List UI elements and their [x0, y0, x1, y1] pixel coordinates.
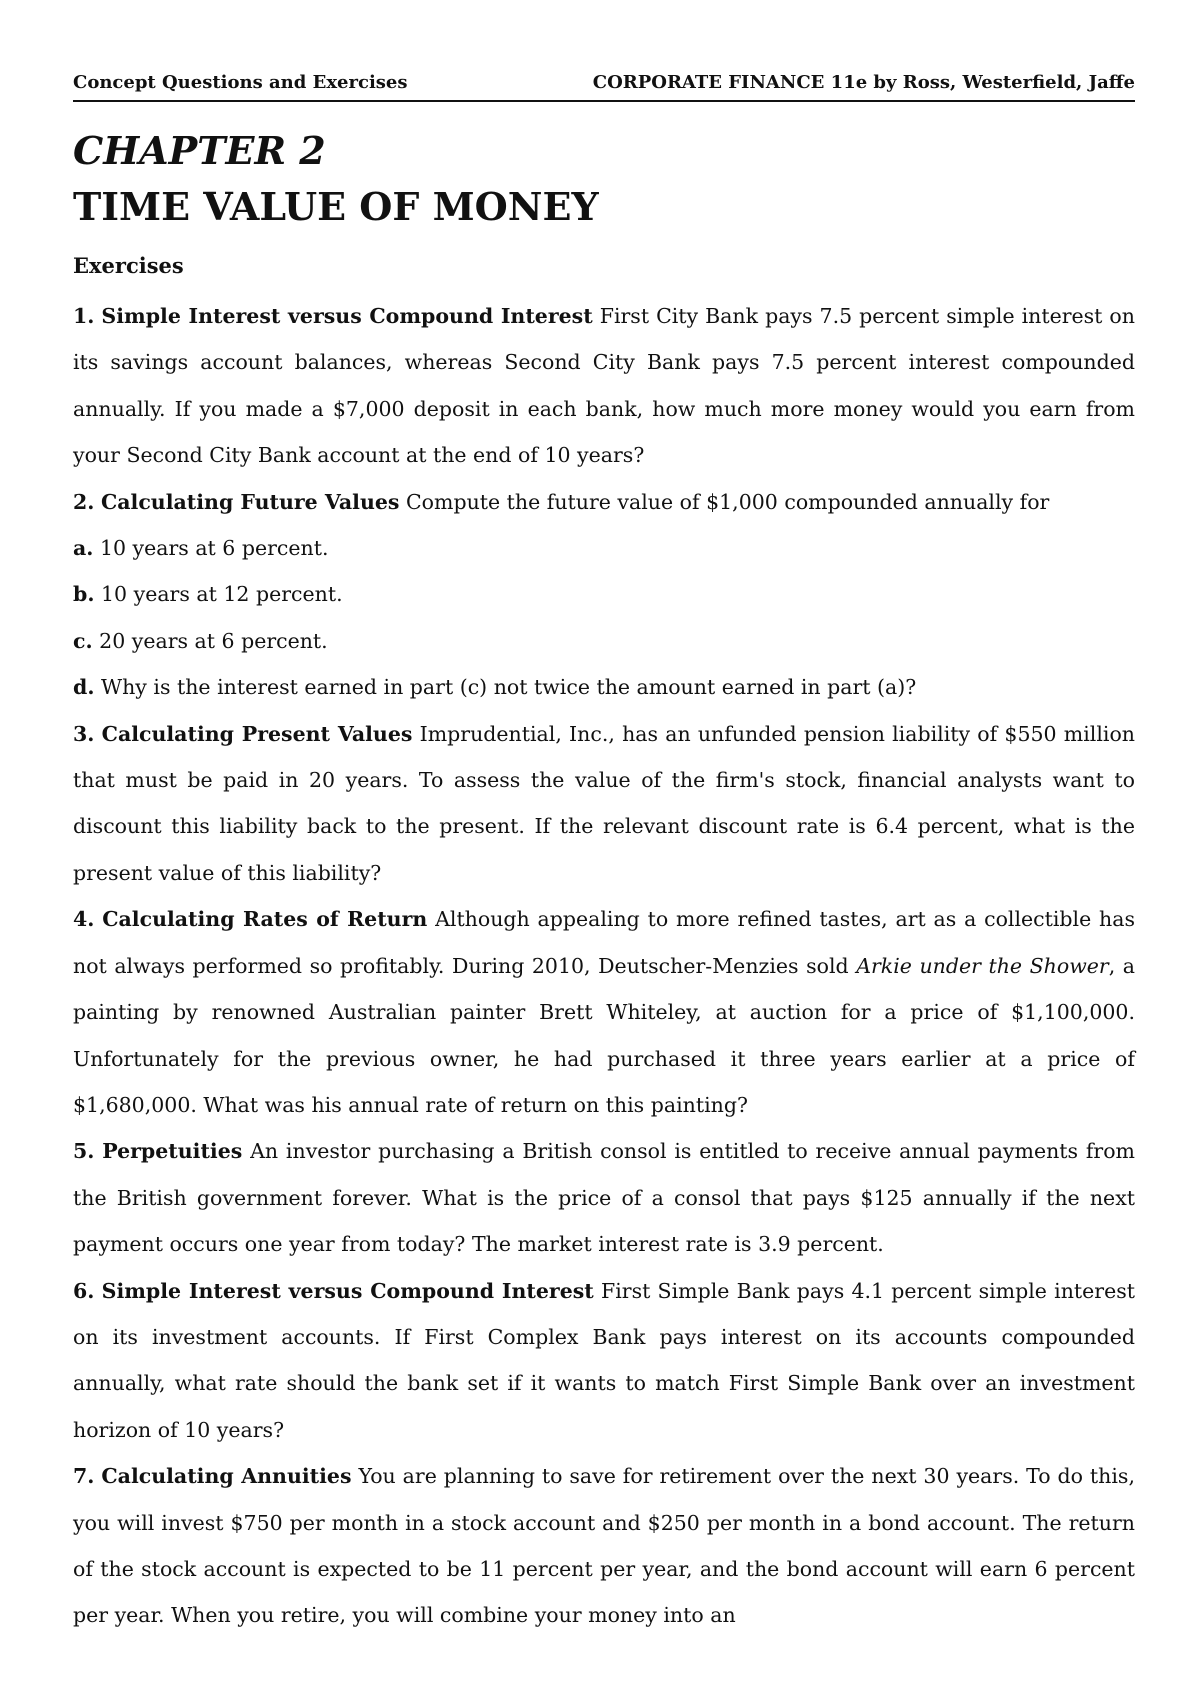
exercise-number: 5. [73, 1139, 95, 1164]
painting-title: Arkie under the Shower [856, 953, 1109, 978]
part-letter: c. [73, 628, 93, 653]
exercise-text: An investor purchasing a British consol is entitled to receive annual payments from the British government forever. What is the price of a consol that pays $125 annually if the next payment occurs one year from today? The market interest rate is 3.9 percent. [73, 1139, 1135, 1257]
exercise-2-part-c [73, 618, 1135, 664]
exercise-2-part-a [73, 525, 1135, 571]
exercise-1 [73, 293, 1135, 479]
part-letter: d. [73, 675, 95, 700]
exercise-2-part-b [73, 571, 1135, 617]
exercise-text: Although appealing to more refined tastes, art as a collectible has not always performed so profitably. During 2010, Deutscher-Menzies sold [73, 907, 1135, 978]
part-text: 10 years at 12 percent. [101, 582, 343, 607]
exercise-text-continued: , a painting by renowned Australian painter Brett Whiteley, at auction for a price of $1,100,000. Unfortunately for the previous owner, he had purchased it three years earlier at a price of $1,680,000. What was his annual rate of return on this painting? [73, 953, 1135, 1117]
exercise-3 [73, 711, 1135, 897]
exercise-number: 3. [73, 721, 95, 746]
header-left: Concept Questions and Exercises [73, 72, 408, 93]
exercise-text: First City Bank pays 7.5 percent simple interest on its savings account balances, whereas Second City Bank pays 7.5 percent interest compounded annually. If you made a $7,000 deposit in each bank, how much more money would you earn from your Second City Bank account at the end of 10 years? [73, 304, 1135, 468]
exercise-2-part-d [73, 664, 1135, 710]
exercise-number: 6. [73, 1278, 95, 1303]
exercise-number: 7. [73, 1464, 95, 1489]
chapter-label: CHAPTER 2 [73, 128, 326, 173]
exercise-number: 1. [73, 304, 95, 328]
exercise-5 [73, 1128, 1135, 1267]
exercise-heading: Perpetuities [102, 1139, 243, 1164]
exercise-heading: Calculating Annuities [101, 1464, 352, 1489]
exercise-heading: Simple Interest versus Compound Interest [101, 304, 593, 328]
exercise-number: 2. [73, 489, 95, 514]
header-right: CORPORATE FINANCE 11e by Ross, Westerfield, Jaffe [592, 72, 1135, 93]
exercise-6 [73, 1268, 1135, 1454]
part-letter: a. [73, 536, 94, 561]
exercise-text: Imprudential, Inc., has an unfunded pension liability of $550 million that must be paid in 20 years. To assess the value of the firm's stock, financial analysts want to discount this liability back to the present. If the relevant discount rate is 6.4 percent, what is the present value of this liability? [73, 721, 1135, 885]
exercise-heading: Calculating Rates of Return [102, 907, 428, 932]
part-letter: b. [73, 582, 95, 607]
running-header [73, 72, 1135, 102]
part-text: 20 years at 6 percent. [99, 628, 328, 653]
exercise-number: 4. [73, 907, 95, 932]
section-heading: Exercises [73, 253, 184, 278]
exercise-text: You are planning to save for retirement over the next 30 years. To do this, you will invest $750 per month in a stock account and $250 per month in a bond account. The return of the stock account is expected to be 11 percent per year, and the bond account will earn 6 percent per year. When you retire, you will combine your money into an [73, 1464, 1135, 1628]
exercise-heading: Calculating Present Values [101, 721, 413, 746]
exercise-list [73, 293, 1135, 1639]
exercise-heading: Calculating Future Values [100, 489, 400, 514]
part-text: 10 years at 6 percent. [99, 536, 329, 561]
exercise-4 [73, 896, 1135, 1128]
part-text: Why is the interest earned in part (c) not twice the amount earned in part (a)? [101, 675, 917, 700]
exercise-2 [73, 479, 1135, 525]
exercise-text: First Simple Bank pays 4.1 percent simple interest on its investment accounts. If First Complex Bank pays interest on its accounts compounded annually, what rate should the bank set if it wants to match First Simple Bank over an investment horizon of 10 years? [73, 1278, 1135, 1442]
exercise-7 [73, 1453, 1135, 1639]
exercise-heading: Simple Interest versus Compound Interest [101, 1278, 594, 1303]
chapter-title: TIME VALUE OF MONEY [73, 184, 599, 229]
exercise-text: Compute the future value of $1,000 compounded annually for [405, 489, 1050, 514]
